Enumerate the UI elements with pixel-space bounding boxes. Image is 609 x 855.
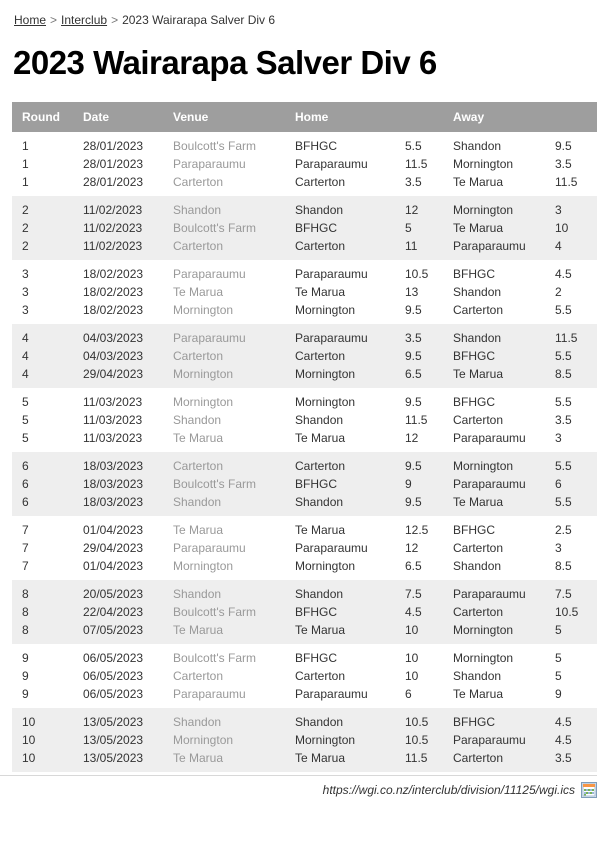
table-row bbox=[12, 585, 597, 603]
cell-away-team: Carterton bbox=[453, 413, 504, 427]
page-title: 2023 Wairarapa Salver Div 6 bbox=[13, 44, 437, 81]
cell-away-team: Te Marua bbox=[453, 367, 504, 381]
cell-home-team: Mornington bbox=[295, 559, 356, 573]
cell-home-score: 12 bbox=[405, 431, 419, 445]
cell-away-score: 5.5 bbox=[555, 395, 572, 409]
cell-venue: Mornington bbox=[173, 303, 234, 317]
cell-away-team: Shandon bbox=[453, 139, 502, 153]
cell-venue: Te Marua bbox=[173, 285, 224, 299]
cell-venue: Boulcott's Farm bbox=[173, 139, 256, 153]
cell-venue: Te Marua bbox=[173, 523, 224, 537]
cell-venue: Boulcott's Farm bbox=[173, 221, 256, 235]
cell-away-score: 5 bbox=[555, 623, 562, 637]
cell-date: 13/05/2023 bbox=[83, 715, 144, 729]
cell-home-team: BFHGC bbox=[295, 605, 337, 619]
cell-round: 4 bbox=[22, 331, 29, 345]
cell-date: 11/03/2023 bbox=[83, 395, 143, 409]
table-row bbox=[12, 283, 597, 301]
cell-date: 28/01/2023 bbox=[83, 139, 144, 153]
round-group bbox=[12, 708, 597, 772]
round-group bbox=[12, 260, 597, 324]
ics-link[interactable]: https://wgi.co.nz/interclub/division/11125/wgi.ics bbox=[322, 783, 575, 797]
table-row bbox=[12, 429, 597, 447]
cell-round: 9 bbox=[22, 651, 29, 665]
cell-away-score: 10.5 bbox=[555, 605, 579, 619]
cell-venue: Boulcott's Farm bbox=[173, 651, 256, 665]
cell-home-team: BFHGC bbox=[295, 477, 337, 491]
cell-home-score: 10.5 bbox=[405, 715, 429, 729]
cell-home-team: Te Marua bbox=[295, 751, 346, 765]
cell-home-score: 9 bbox=[405, 477, 412, 491]
cell-away-score: 2 bbox=[555, 285, 562, 299]
cell-home-score: 12.5 bbox=[405, 523, 429, 537]
cell-away-score: 3.5 bbox=[555, 157, 572, 171]
cell-away-team: Paraparaumu bbox=[453, 587, 526, 601]
cell-venue: Paraparaumu bbox=[173, 157, 246, 171]
cell-away-team: Te Marua bbox=[453, 175, 504, 189]
cell-away-team: Mornington bbox=[453, 157, 514, 171]
cell-away-team: Mornington bbox=[453, 651, 514, 665]
cell-home-score: 10.5 bbox=[405, 267, 429, 281]
cell-away-score: 11.5 bbox=[555, 331, 578, 345]
cell-home-score: 9.5 bbox=[405, 303, 422, 317]
cell-away-score: 5.5 bbox=[555, 459, 572, 473]
cell-home-score: 5 bbox=[405, 221, 412, 235]
cell-round: 8 bbox=[22, 605, 29, 619]
cell-home-team: Mornington bbox=[295, 367, 356, 381]
breadcrumb-separator: > bbox=[111, 13, 119, 27]
cell-venue: Shandon bbox=[173, 203, 222, 217]
cell-away-score: 8.5 bbox=[555, 559, 572, 573]
cell-away-team: Mornington bbox=[453, 623, 514, 637]
cell-home-score: 12 bbox=[405, 203, 419, 217]
table-row bbox=[12, 475, 597, 493]
cell-date: 13/05/2023 bbox=[83, 751, 144, 765]
cell-home-team: BFHGC bbox=[295, 139, 337, 153]
cell-venue: Mornington bbox=[173, 559, 234, 573]
cell-round: 10 bbox=[22, 751, 36, 765]
cell-away-team: Shandon bbox=[453, 285, 502, 299]
cell-home-team: Mornington bbox=[295, 395, 356, 409]
cell-date: 04/03/2023 bbox=[83, 331, 144, 345]
cell-venue: Carterton bbox=[173, 459, 224, 473]
cell-round: 2 bbox=[22, 221, 29, 235]
cell-away-score: 4.5 bbox=[555, 733, 572, 747]
cell-date: 22/04/2023 bbox=[83, 605, 144, 619]
cell-home-score: 10 bbox=[405, 669, 419, 683]
cell-away-score: 7.5 bbox=[555, 587, 572, 601]
cell-date: 18/03/2023 bbox=[83, 495, 144, 509]
cell-date: 28/01/2023 bbox=[83, 157, 144, 171]
cell-home-score: 3.5 bbox=[405, 331, 422, 345]
cell-venue: Boulcott's Farm bbox=[173, 477, 256, 491]
cell-round: 10 bbox=[22, 733, 36, 747]
round-group bbox=[12, 196, 597, 260]
cell-venue: Te Marua bbox=[173, 751, 224, 765]
cell-away-team: BFHGC bbox=[453, 349, 495, 363]
table-row bbox=[12, 365, 597, 383]
cell-venue: Carterton bbox=[173, 175, 224, 189]
cell-away-team: BFHGC bbox=[453, 395, 495, 409]
cell-venue: Shandon bbox=[173, 587, 222, 601]
table-row bbox=[12, 557, 597, 575]
cell-date: 06/05/2023 bbox=[83, 669, 144, 683]
cell-round: 8 bbox=[22, 587, 29, 601]
table-row bbox=[12, 667, 597, 685]
cell-round: 4 bbox=[22, 367, 29, 381]
cell-date: 06/05/2023 bbox=[83, 687, 144, 701]
cell-round: 3 bbox=[22, 285, 29, 299]
cell-date: 18/03/2023 bbox=[83, 459, 144, 473]
cell-away-team: Mornington bbox=[453, 459, 514, 473]
cell-away-team: Shandon bbox=[453, 669, 502, 683]
round-group bbox=[12, 388, 597, 452]
cell-round: 6 bbox=[22, 495, 29, 509]
cell-home-team: Paraparaumu bbox=[295, 331, 368, 345]
cell-round: 6 bbox=[22, 477, 29, 491]
cell-away-score: 3 bbox=[555, 541, 562, 555]
cell-away-team: Paraparaumu bbox=[453, 477, 526, 491]
table-row bbox=[12, 713, 597, 731]
cell-home-score: 13 bbox=[405, 285, 419, 299]
table-row bbox=[12, 603, 597, 621]
cell-date: 13/05/2023 bbox=[83, 733, 144, 747]
cell-away-team: BFHGC bbox=[453, 267, 495, 281]
cell-away-team: Te Marua bbox=[453, 687, 504, 701]
cell-home-team: Carterton bbox=[295, 239, 346, 253]
table-header-row bbox=[12, 102, 597, 132]
cell-away-score: 5 bbox=[555, 651, 562, 665]
cell-away-score: 11.5 bbox=[555, 175, 578, 189]
table-row bbox=[12, 749, 597, 767]
cell-home-team: Mornington bbox=[295, 303, 356, 317]
table-row bbox=[12, 265, 597, 283]
cell-venue: Mornington bbox=[173, 733, 234, 747]
column-header-venue: Venue bbox=[173, 110, 209, 124]
cell-home-team: Te Marua bbox=[295, 523, 346, 537]
cell-venue: Carterton bbox=[173, 669, 224, 683]
cell-home-team: Carterton bbox=[295, 459, 346, 473]
column-header-home: Home bbox=[295, 110, 329, 124]
cell-date: 18/02/2023 bbox=[83, 267, 144, 281]
cell-venue: Mornington bbox=[173, 367, 234, 381]
table-row bbox=[12, 219, 597, 237]
cell-home-score: 4.5 bbox=[405, 605, 422, 619]
cell-home-team: Paraparaumu bbox=[295, 157, 368, 171]
cell-venue: Mornington bbox=[173, 395, 234, 409]
cell-away-score: 5.5 bbox=[555, 303, 572, 317]
cell-home-team: Paraparaumu bbox=[295, 541, 368, 555]
cell-away-score: 4.5 bbox=[555, 267, 572, 281]
table-row bbox=[12, 539, 597, 557]
cell-home-team: Mornington bbox=[295, 733, 356, 747]
cell-round: 8 bbox=[22, 623, 29, 637]
cell-home-score: 9.5 bbox=[405, 459, 422, 473]
cell-home-team: Carterton bbox=[295, 349, 346, 363]
column-header-away: Away bbox=[453, 110, 485, 124]
cell-round: 3 bbox=[22, 267, 29, 281]
cell-away-team: Shandon bbox=[453, 331, 502, 345]
table-row bbox=[12, 347, 597, 365]
cell-away-score: 4 bbox=[555, 239, 562, 253]
cell-home-score: 10 bbox=[405, 623, 419, 637]
cell-home-score: 11.5 bbox=[405, 413, 428, 427]
cell-venue: Paraparaumu bbox=[173, 687, 246, 701]
cell-home-team: Shandon bbox=[295, 715, 344, 729]
cell-round: 5 bbox=[22, 413, 29, 427]
table-row bbox=[12, 301, 597, 319]
cell-home-score: 6.5 bbox=[405, 559, 422, 573]
cell-away-score: 3.5 bbox=[555, 751, 572, 765]
cell-home-team: BFHGC bbox=[295, 651, 337, 665]
cell-round: 9 bbox=[22, 669, 29, 683]
cell-date: 06/05/2023 bbox=[83, 651, 144, 665]
cell-round: 4 bbox=[22, 349, 29, 363]
cell-away-score: 10 bbox=[555, 221, 569, 235]
cell-round: 1 bbox=[22, 139, 29, 153]
page bbox=[0, 13, 609, 798]
cell-home-score: 11.5 bbox=[405, 751, 428, 765]
cell-date: 18/02/2023 bbox=[83, 303, 144, 317]
cell-home-score: 3.5 bbox=[405, 175, 422, 189]
cell-home-team: Carterton bbox=[295, 669, 346, 683]
cell-date: 07/05/2023 bbox=[83, 623, 144, 637]
cell-away-team: Paraparaumu bbox=[453, 239, 526, 253]
cell-away-score: 5 bbox=[555, 669, 562, 683]
cell-date: 04/03/2023 bbox=[83, 349, 144, 363]
cell-venue: Boulcott's Farm bbox=[173, 605, 256, 619]
round-group bbox=[12, 132, 597, 196]
cell-away-team: Paraparaumu bbox=[453, 733, 526, 747]
cell-home-score: 10 bbox=[405, 651, 419, 665]
round-group bbox=[12, 580, 597, 644]
cell-round: 9 bbox=[22, 687, 29, 701]
cell-date: 11/02/2023 bbox=[83, 221, 143, 235]
cell-date: 29/04/2023 bbox=[83, 541, 144, 555]
cell-home-team: Shandon bbox=[295, 495, 344, 509]
cell-round: 7 bbox=[22, 523, 29, 537]
round-group bbox=[12, 644, 597, 708]
cell-home-score: 9.5 bbox=[405, 349, 422, 363]
table-row bbox=[12, 329, 597, 347]
cell-away-team: Mornington bbox=[453, 203, 514, 217]
breadcrumb bbox=[14, 13, 609, 27]
cell-date: 18/03/2023 bbox=[83, 477, 144, 491]
cell-date: 20/05/2023 bbox=[83, 587, 144, 601]
cell-away-team: Te Marua bbox=[453, 495, 504, 509]
cell-venue: Carterton bbox=[173, 349, 224, 363]
cell-round: 6 bbox=[22, 459, 29, 473]
cell-date: 11/03/2023 bbox=[83, 431, 143, 445]
cell-home-team: Shandon bbox=[295, 587, 344, 601]
cell-venue: Shandon bbox=[173, 413, 222, 427]
table-body bbox=[12, 132, 597, 772]
cell-round: 7 bbox=[22, 541, 29, 555]
column-header-round: Round bbox=[22, 110, 60, 124]
cell-home-team: Te Marua bbox=[295, 623, 346, 637]
cell-away-team: BFHGC bbox=[453, 715, 495, 729]
cell-round: 5 bbox=[22, 395, 29, 409]
cell-away-team: BFHGC bbox=[453, 523, 495, 537]
cell-home-score: 12 bbox=[405, 541, 419, 555]
breadcrumb-current: 2023 Wairarapa Salver Div 6 bbox=[122, 13, 276, 27]
cell-away-score: 3.5 bbox=[555, 413, 572, 427]
table-row bbox=[12, 621, 597, 639]
cell-home-score: 9.5 bbox=[405, 395, 422, 409]
cell-home-score: 11.5 bbox=[405, 157, 428, 171]
cell-away-team: Carterton bbox=[453, 541, 504, 555]
cell-date: 11/02/2023 bbox=[83, 239, 143, 253]
cell-venue: Carterton bbox=[173, 239, 224, 253]
cell-home-team: Paraparaumu bbox=[295, 687, 368, 701]
table-row bbox=[12, 155, 597, 173]
cell-venue: Shandon bbox=[173, 495, 222, 509]
cell-home-team: BFHGC bbox=[295, 221, 337, 235]
cell-round: 1 bbox=[22, 157, 29, 171]
cell-away-score: 3 bbox=[555, 203, 562, 217]
breadcrumb-link-interclub[interactable]: Interclub bbox=[61, 13, 108, 27]
cell-venue: Paraparaumu bbox=[173, 267, 246, 281]
table-row bbox=[12, 685, 597, 703]
column-header-date: Date bbox=[83, 110, 110, 124]
cell-home-score: 9.5 bbox=[405, 495, 422, 509]
cell-away-score: 9.5 bbox=[555, 139, 572, 153]
breadcrumb-link-home[interactable]: Home bbox=[14, 13, 47, 27]
cell-round: 2 bbox=[22, 239, 29, 253]
cell-venue: Paraparaumu bbox=[173, 541, 246, 555]
cell-home-score: 5.5 bbox=[405, 139, 422, 153]
cell-away-score: 3 bbox=[555, 431, 562, 445]
cell-round: 5 bbox=[22, 431, 29, 445]
cell-round: 2 bbox=[22, 203, 29, 217]
breadcrumb-separator: > bbox=[50, 13, 58, 27]
cell-date: 29/04/2023 bbox=[83, 367, 144, 381]
cell-round: 10 bbox=[22, 715, 36, 729]
cell-home-team: Carterton bbox=[295, 175, 346, 189]
cell-away-score: 6 bbox=[555, 477, 562, 491]
cell-round: 3 bbox=[22, 303, 29, 317]
cell-date: 18/02/2023 bbox=[83, 285, 144, 299]
cell-home-team: Paraparaumu bbox=[295, 267, 368, 281]
cell-venue: Shandon bbox=[173, 715, 222, 729]
table-row bbox=[12, 237, 597, 255]
cell-venue: Te Marua bbox=[173, 623, 224, 637]
table-row bbox=[12, 493, 597, 511]
cell-home-team: Shandon bbox=[295, 413, 344, 427]
table-row bbox=[12, 137, 597, 155]
cell-date: 01/04/2023 bbox=[83, 523, 144, 537]
table-row bbox=[12, 201, 597, 219]
cell-away-team: Te Marua bbox=[453, 221, 504, 235]
cell-round: 1 bbox=[22, 175, 29, 189]
table-row bbox=[12, 393, 597, 411]
cell-date: 28/01/2023 bbox=[83, 175, 144, 189]
round-group bbox=[12, 452, 597, 516]
cell-away-team: Carterton bbox=[453, 751, 504, 765]
cell-away-score: 9 bbox=[555, 687, 562, 701]
cell-home-score: 6.5 bbox=[405, 367, 422, 381]
cell-home-team: Te Marua bbox=[295, 285, 346, 299]
cell-away-score: 5.5 bbox=[555, 495, 572, 509]
table-row bbox=[12, 457, 597, 475]
table-row bbox=[12, 411, 597, 429]
cell-away-team: Paraparaumu bbox=[453, 431, 526, 445]
round-group bbox=[12, 516, 597, 580]
table-row bbox=[12, 649, 597, 667]
table-row bbox=[12, 731, 597, 749]
table-row bbox=[12, 173, 597, 191]
cell-venue: Te Marua bbox=[173, 431, 224, 445]
cell-home-score: 6 bbox=[405, 687, 412, 701]
cell-home-score: 7.5 bbox=[405, 587, 422, 601]
table-row bbox=[12, 521, 597, 539]
cell-date: 11/03/2023 bbox=[83, 413, 143, 427]
fixtures-table bbox=[12, 102, 597, 772]
cell-round: 7 bbox=[22, 559, 29, 573]
calendar-icon[interactable] bbox=[581, 782, 597, 798]
cell-away-team: Shandon bbox=[453, 559, 502, 573]
cell-away-score: 4.5 bbox=[555, 715, 572, 729]
cell-date: 01/04/2023 bbox=[83, 559, 144, 573]
cell-home-score: 11 bbox=[405, 239, 418, 253]
cell-home-team: Shandon bbox=[295, 203, 344, 217]
cell-away-team: Carterton bbox=[453, 605, 504, 619]
cell-away-score: 2.5 bbox=[555, 523, 572, 537]
cell-away-score: 8.5 bbox=[555, 367, 572, 381]
cell-away-team: Carterton bbox=[453, 303, 504, 317]
table-footer bbox=[0, 775, 597, 798]
cell-date: 11/02/2023 bbox=[83, 203, 143, 217]
cell-venue: Paraparaumu bbox=[173, 331, 246, 345]
cell-home-score: 10.5 bbox=[405, 733, 429, 747]
round-group bbox=[12, 324, 597, 388]
cell-away-score: 5.5 bbox=[555, 349, 572, 363]
cell-home-team: Te Marua bbox=[295, 431, 346, 445]
